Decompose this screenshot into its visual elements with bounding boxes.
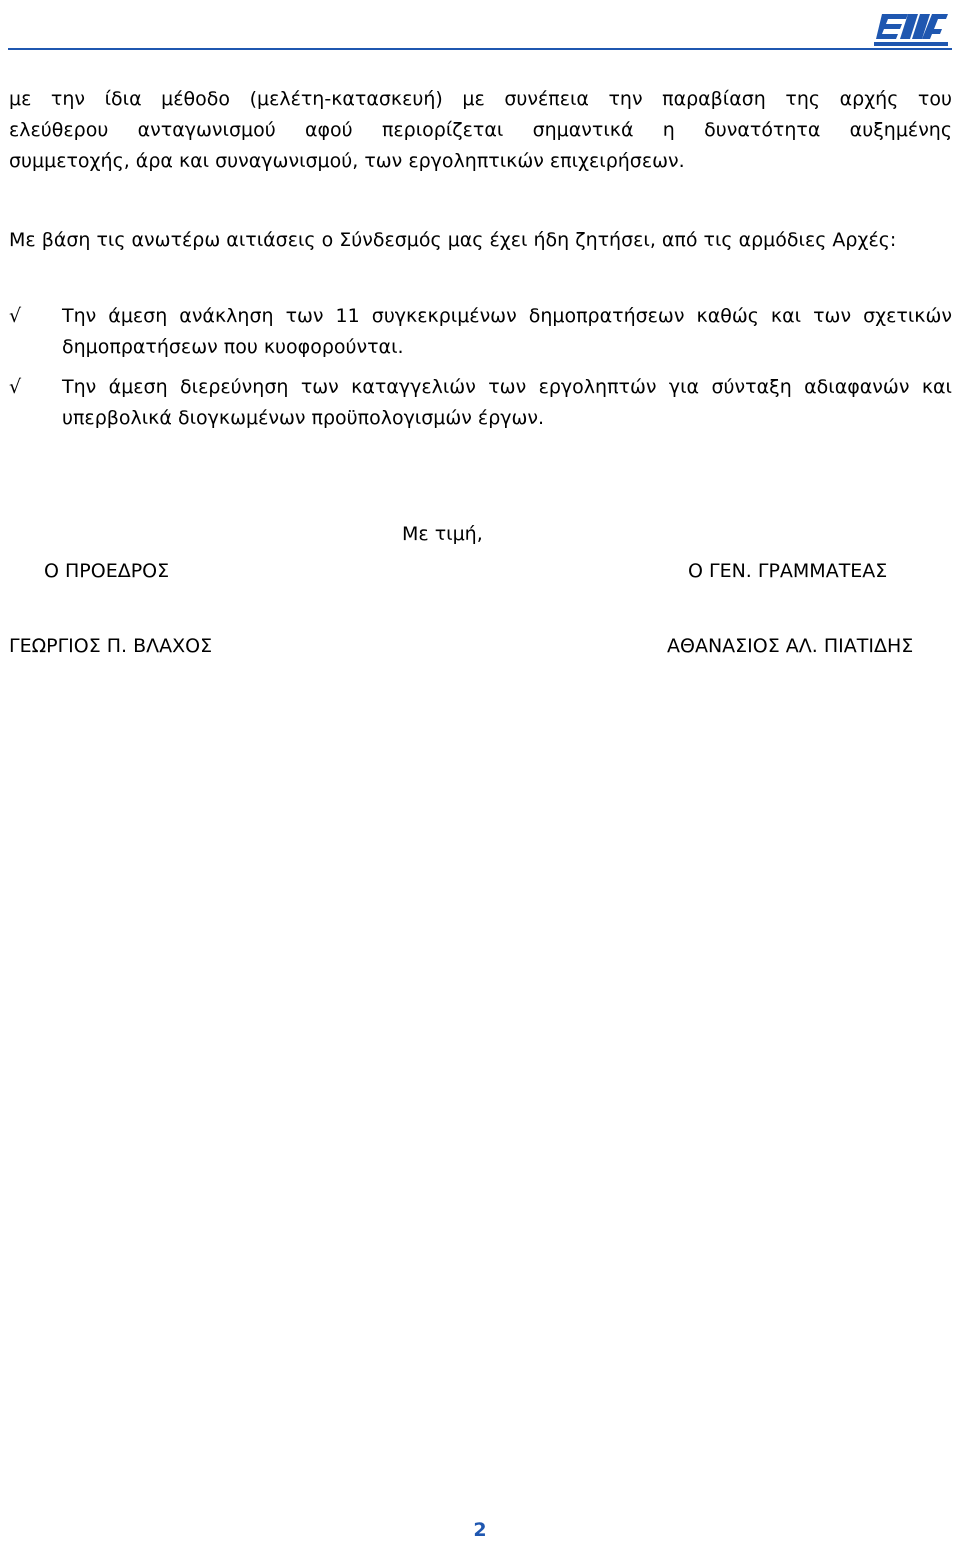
paragraph-line: ελεύθερου ανταγωνισμού αφού περιορίζεται σημαντικά η δυνατότητα αυξημένης — [9, 119, 952, 141]
signature-name-president: ΓΕΩΡΓΙΟΣ Π. ΒΛΑΧΟΣ — [9, 635, 213, 657]
closing-salutation: Με τιμή, — [402, 523, 483, 545]
page-number: 2 — [473, 1519, 487, 1541]
list-item-line: υπερβολικά διογκωμένων προϋπολογισμών έργων. — [62, 407, 545, 429]
list-item-line: Την άμεση διερεύνηση των καταγγελιών των εργοληπτών για σύνταξη αδιαφανών και — [62, 376, 952, 398]
list-item-text — [62, 301, 952, 363]
paragraph-line: με την ίδια μέθοδο (μελέτη-κατασκευή) με συνέπεια την παραβίαση της αρχής του — [9, 88, 952, 110]
list-item-line: δημοπρατήσεων που κυοφορούνται. — [62, 336, 404, 358]
check-mark-icon: √ — [9, 376, 22, 398]
list-item-text — [62, 372, 952, 434]
signature-name-secretary: ΑΘΑΝΑΣΙΟΣ ΑΛ. ΠΙΑΤΙΔΗΣ — [667, 635, 914, 657]
list-item-line: Την άμεση ανάκληση των 11 συγκεκριμένων δημοπρατήσεων καθώς και των σχετικών — [62, 305, 952, 327]
body-paragraph-request — [9, 225, 952, 256]
paragraph-line: συμμετοχής, άρα και συναγωνισμού, των εργοληπτικών επιχειρήσεων. — [9, 150, 685, 172]
check-mark-icon: √ — [9, 305, 22, 327]
paragraph-line: Με βάση τις ανωτέρω αιτιάσεις ο Σύνδεσμός μας έχει ήδη ζητήσει, από τις αρμόδιες Αρχές: — [9, 229, 897, 251]
organization-logo-icon — [868, 10, 950, 50]
signature-title-secretary: Ο ΓΕΝ. ΓΡΑΜΜΑΤΕΑΣ — [688, 560, 888, 582]
body-paragraph-continuation — [9, 84, 952, 177]
signature-title-president: Ο ΠΡΟΕΔΡΟΣ — [44, 560, 170, 582]
header-divider — [8, 48, 952, 50]
